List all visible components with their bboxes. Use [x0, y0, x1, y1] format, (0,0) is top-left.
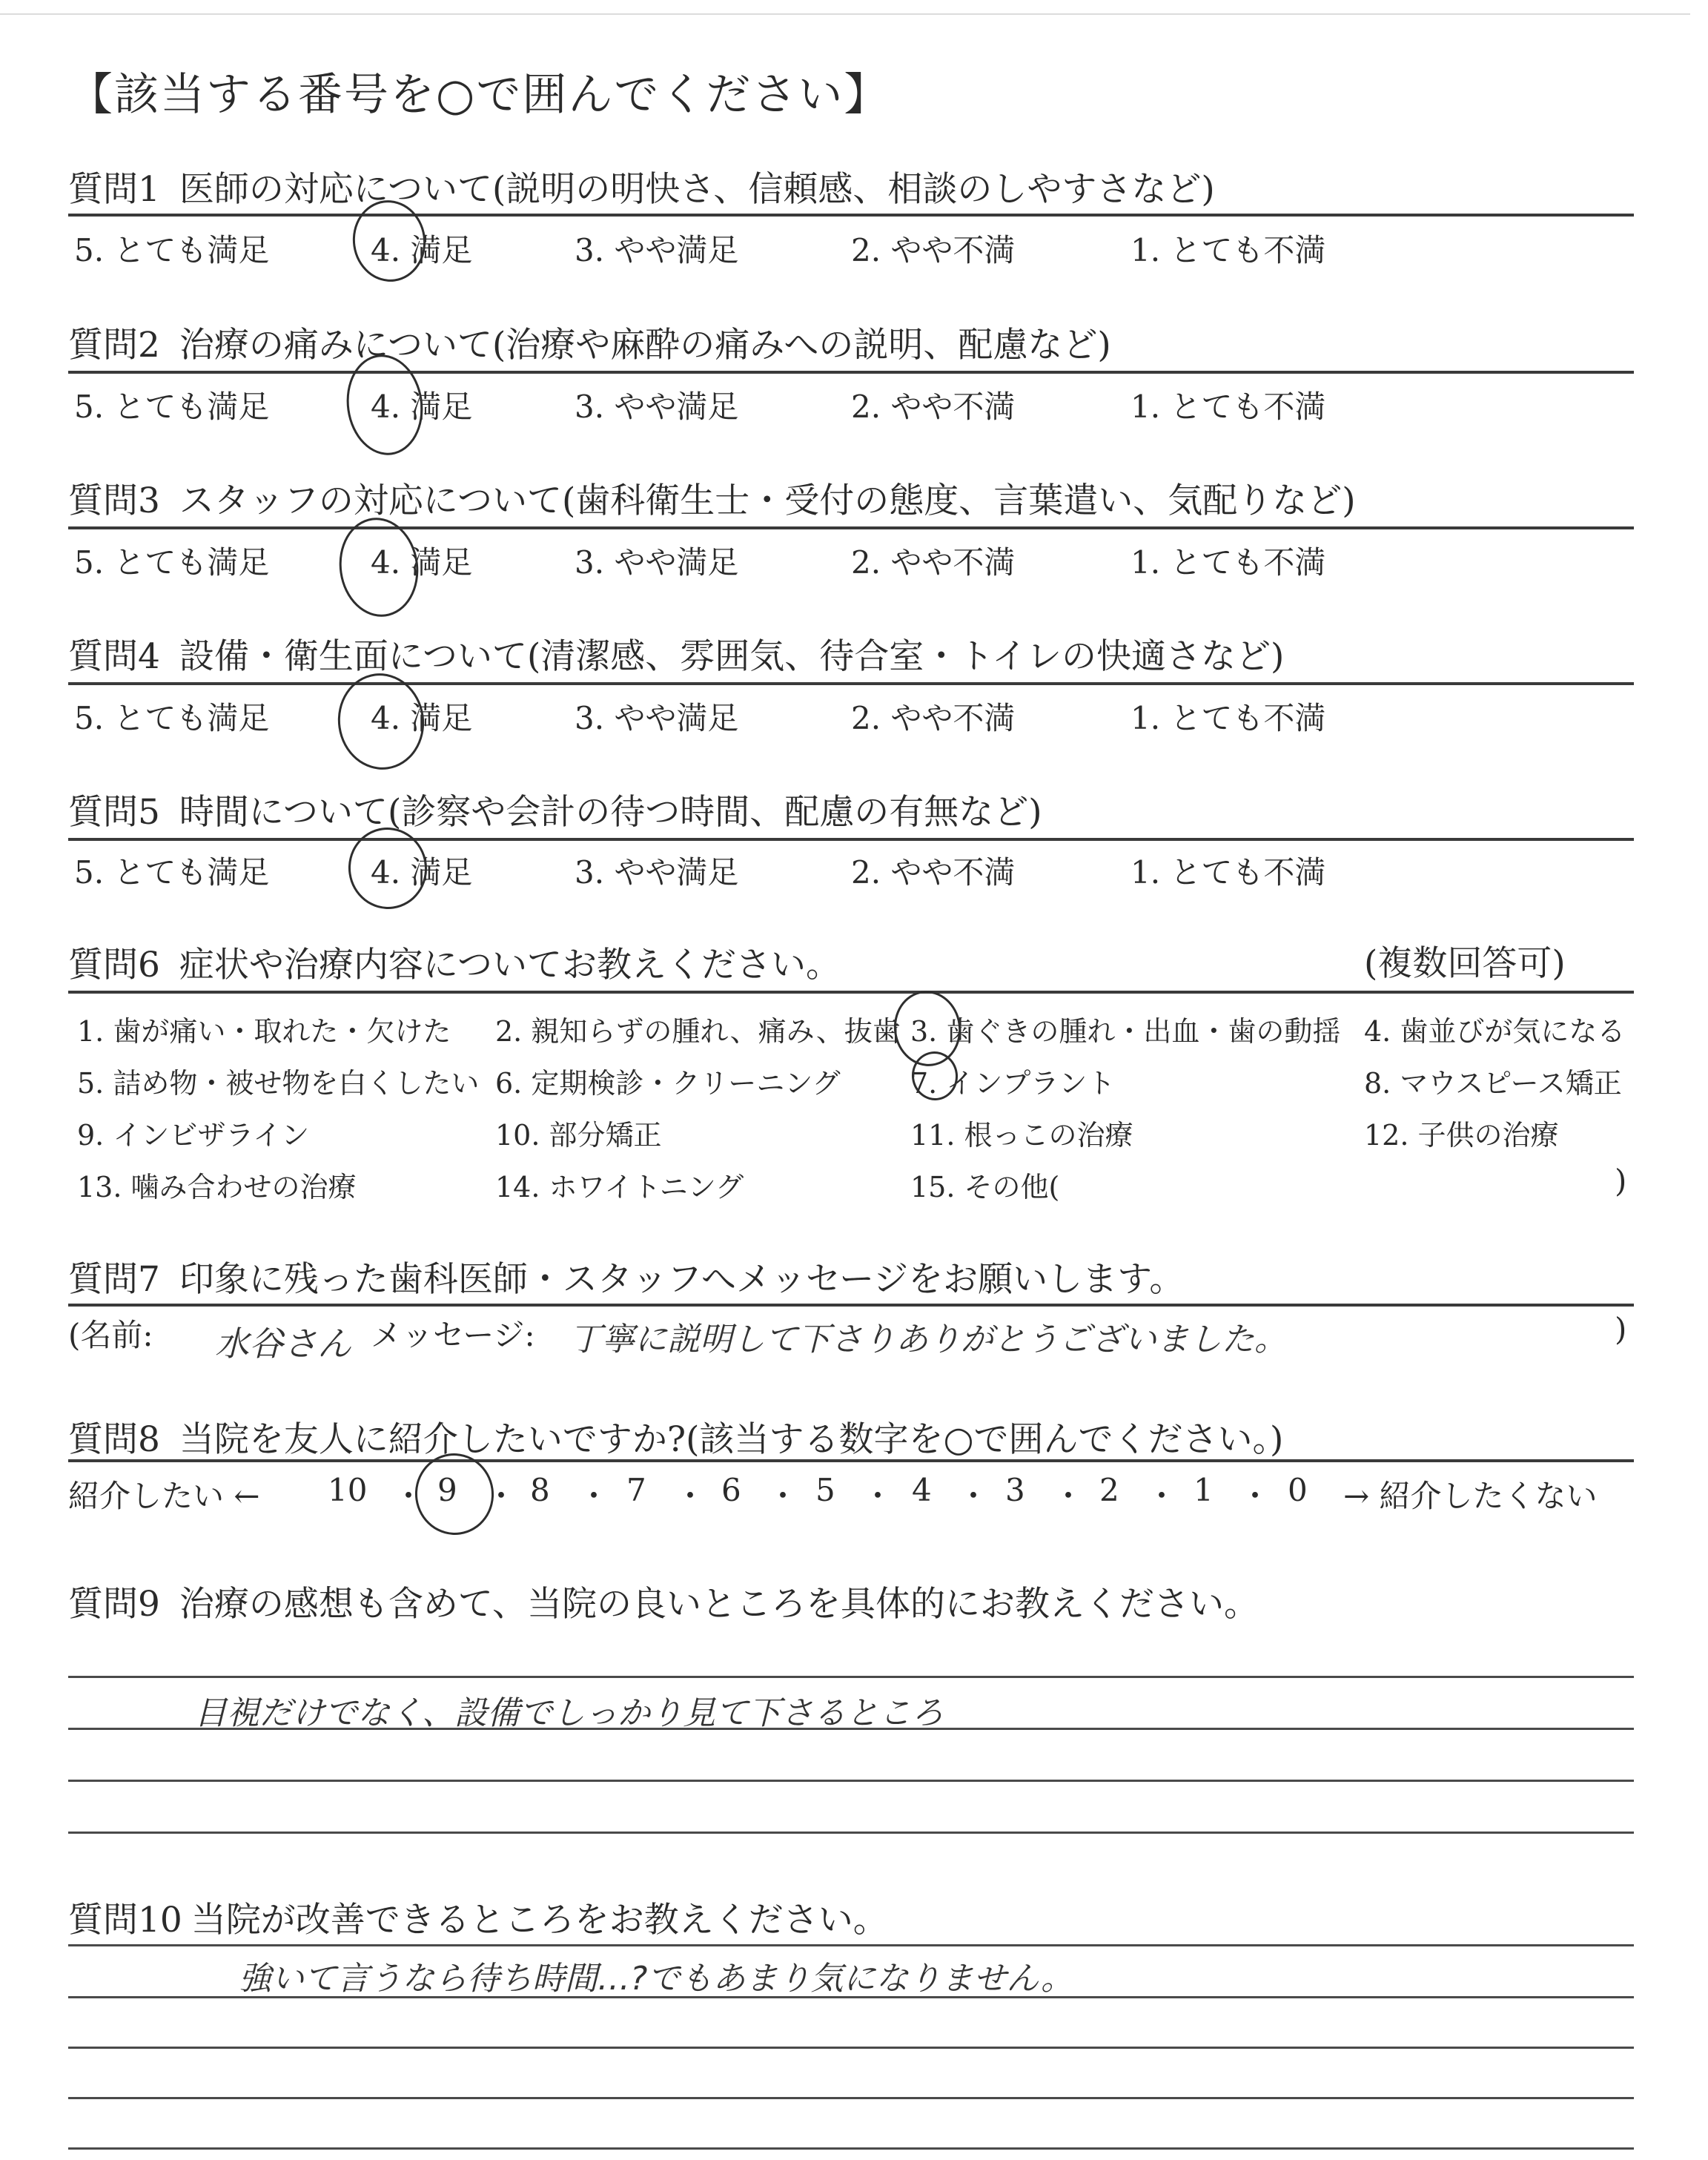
- symptom-option[interactable]: 12. 子供の治療: [1364, 1119, 1559, 1152]
- scale-separator: ・: [486, 1478, 517, 1514]
- scale-separator: ・: [1146, 1478, 1178, 1514]
- recommend-right-label: → 紹介したくない: [1343, 1478, 1598, 1514]
- answer-line: [68, 1996, 1634, 1998]
- other-close-paren: ): [1615, 1163, 1627, 1199]
- rating-option-1[interactable]: 1. とても不満: [1131, 854, 1326, 891]
- answer-line: [68, 2097, 1634, 2099]
- answer-line: [68, 1728, 1634, 1730]
- question-title: 質問6 症状や治療内容についてお教えください。: [68, 945, 841, 985]
- question-title: 質問9 治療の感想も含めて、当院の良いところを具体的にお教えください。: [68, 1584, 1259, 1625]
- form-header: 【該当する番号を○で囲んでください】: [68, 69, 890, 121]
- rating-option-2[interactable]: 2. やや不満: [851, 389, 1016, 425]
- rating-option-2[interactable]: 2. やや不満: [851, 700, 1016, 736]
- question-title: 質問5 時間について(診察や会計の待つ時間、配慮の有無など): [68, 792, 1042, 833]
- scale-7[interactable]: 7: [626, 1472, 646, 1508]
- scale-9[interactable]: 9: [437, 1472, 457, 1508]
- scale-separator: ・: [1053, 1478, 1085, 1514]
- scale-separator: ・: [393, 1478, 425, 1514]
- answer-line: [68, 1676, 1634, 1678]
- question-title: 質問1 医師の対応について(説明の明快さ、信頼感、相談のしやすさなど): [68, 169, 1215, 210]
- question-title: 質問8 当院を友人に紹介したいですか?(該当する数字を○で囲んでください。): [68, 1419, 1284, 1460]
- question-title: 質問10 当院が改善できるところをお教えください。: [68, 1900, 888, 1941]
- scale-separator: ・: [767, 1478, 799, 1514]
- symptom-option[interactable]: 14. ホワイトニング: [495, 1171, 744, 1203]
- answer-line: [68, 2147, 1634, 2150]
- rating-option-2[interactable]: 2. やや不満: [851, 854, 1016, 891]
- question-title: 質問3 スタッフの対応について(歯科衛生士・受付の態度、言葉遣い、気配りなど): [68, 480, 1356, 521]
- symptom-option[interactable]: 9. インビザライン: [77, 1119, 310, 1152]
- answer-line: [68, 1780, 1634, 1782]
- scale-4[interactable]: 4: [912, 1472, 932, 1508]
- rating-option-1[interactable]: 1. とても不満: [1131, 700, 1326, 736]
- scale-3[interactable]: 3: [1005, 1472, 1025, 1508]
- rating-option-1[interactable]: 1. とても不満: [1131, 232, 1326, 268]
- question-rule: [68, 1459, 1634, 1462]
- symptom-option[interactable]: 13. 噛み合わせの治療: [77, 1171, 357, 1203]
- scale-separator: ・: [675, 1478, 706, 1514]
- symptom-option[interactable]: 10. 部分矯正: [495, 1119, 662, 1152]
- symptom-option[interactable]: 1. 歯が痛い・取れた・欠けた: [77, 1015, 451, 1048]
- improvement-answer[interactable]: 強いて言うなら待ち時間…?でもあまり気になりません。: [239, 1960, 1073, 1998]
- scale-10[interactable]: 10: [328, 1472, 368, 1508]
- message-label: メッセージ:: [371, 1317, 535, 1353]
- message-value[interactable]: 丁寧に説明して下さりありがとうございました。: [569, 1321, 1287, 1358]
- symptom-option[interactable]: 7. インプラント: [910, 1067, 1116, 1100]
- rating-option-5[interactable]: 5. とても満足: [74, 232, 270, 268]
- scale-1[interactable]: 1: [1194, 1472, 1214, 1508]
- question-title: 質問7 印象に残った歯科医師・スタッフへメッセージをお願いします。: [68, 1259, 1185, 1300]
- symptom-option[interactable]: 3. 歯ぐきの腫れ・出血・歯の動揺: [910, 1015, 1341, 1048]
- scale-separator: ・: [958, 1478, 990, 1514]
- rating-option-4[interactable]: 4. 満足: [371, 232, 473, 268]
- scale-5[interactable]: 5: [815, 1472, 835, 1508]
- rating-option-5[interactable]: 5. とても満足: [74, 389, 270, 425]
- symptom-option[interactable]: 8. マウスピース矯正: [1364, 1067, 1622, 1100]
- question-rule: [68, 991, 1634, 994]
- question-rule: [68, 526, 1634, 529]
- scale-6[interactable]: 6: [721, 1472, 741, 1508]
- good-points-answer[interactable]: 目視だけでなく、設備でしっかり見て下さるところ: [194, 1694, 944, 1732]
- question-rule: [68, 682, 1634, 685]
- scale-separator: ・: [1239, 1478, 1271, 1514]
- rating-option-5[interactable]: 5. とても満足: [74, 544, 270, 581]
- question-rule: [68, 838, 1634, 841]
- answer-line: [68, 2047, 1634, 2049]
- rating-option-1[interactable]: 1. とても不満: [1131, 389, 1326, 425]
- scale-0[interactable]: 0: [1288, 1472, 1308, 1508]
- question-title: 質問4 設備・衛生面について(清潔感、雰囲気、待合室・トイレの快適さなど): [68, 636, 1285, 677]
- name-label: (名前:: [68, 1317, 153, 1353]
- answer-line: [68, 1944, 1634, 1946]
- rating-option-3[interactable]: 3. やや満足: [575, 854, 739, 891]
- scale-separator: ・: [862, 1478, 894, 1514]
- rating-option-2[interactable]: 2. やや不満: [851, 232, 1016, 268]
- scale-separator: ・: [578, 1478, 610, 1514]
- answer-line: [68, 1832, 1634, 1834]
- rating-option-4[interactable]: 4. 満足: [371, 854, 473, 891]
- question-rule: [68, 1304, 1634, 1307]
- symptom-option[interactable]: 6. 定期検診・クリーニング: [495, 1067, 841, 1100]
- rating-option-4[interactable]: 4. 満足: [371, 700, 473, 736]
- question-rule: [68, 371, 1634, 374]
- rating-option-2[interactable]: 2. やや不満: [851, 544, 1016, 581]
- recommend-left-label: 紹介したい ←: [68, 1478, 260, 1514]
- selection-circle: [343, 822, 432, 914]
- question-title: 質問2 治療の痛みについて(治療や麻酔の痛みへの説明、配慮など): [68, 325, 1111, 366]
- symptom-option[interactable]: 4. 歯並びが気になる: [1364, 1015, 1626, 1048]
- rating-option-3[interactable]: 3. やや満足: [575, 232, 739, 268]
- rating-option-5[interactable]: 5. とても満足: [74, 854, 270, 891]
- symptom-option[interactable]: 15. その他(: [910, 1171, 1060, 1203]
- scale-8[interactable]: 8: [530, 1472, 550, 1508]
- symptom-option[interactable]: 2. 親知らずの腫れ、痛み、抜歯: [495, 1015, 901, 1048]
- name-value[interactable]: 水谷さん: [215, 1324, 351, 1364]
- rating-option-5[interactable]: 5. とても満足: [74, 700, 270, 736]
- message-close-paren: ): [1615, 1311, 1627, 1347]
- question-rule: [68, 214, 1634, 217]
- rating-option-3[interactable]: 3. やや満足: [575, 700, 739, 736]
- rating-option-3[interactable]: 3. やや満足: [575, 389, 739, 425]
- rating-option-4[interactable]: 4. 満足: [371, 389, 473, 425]
- rating-option-4[interactable]: 4. 満足: [371, 544, 473, 581]
- rating-option-3[interactable]: 3. やや満足: [575, 544, 739, 581]
- symptom-option[interactable]: 11. 根っこの治療: [910, 1119, 1133, 1152]
- scale-2[interactable]: 2: [1099, 1472, 1119, 1508]
- scan-edge: [0, 13, 1690, 15]
- multiple-answers-note: (複数回答可): [1364, 943, 1566, 984]
- symptom-option[interactable]: 5. 詰め物・被せ物を白くしたい: [77, 1067, 480, 1100]
- rating-option-1[interactable]: 1. とても不満: [1131, 544, 1326, 581]
